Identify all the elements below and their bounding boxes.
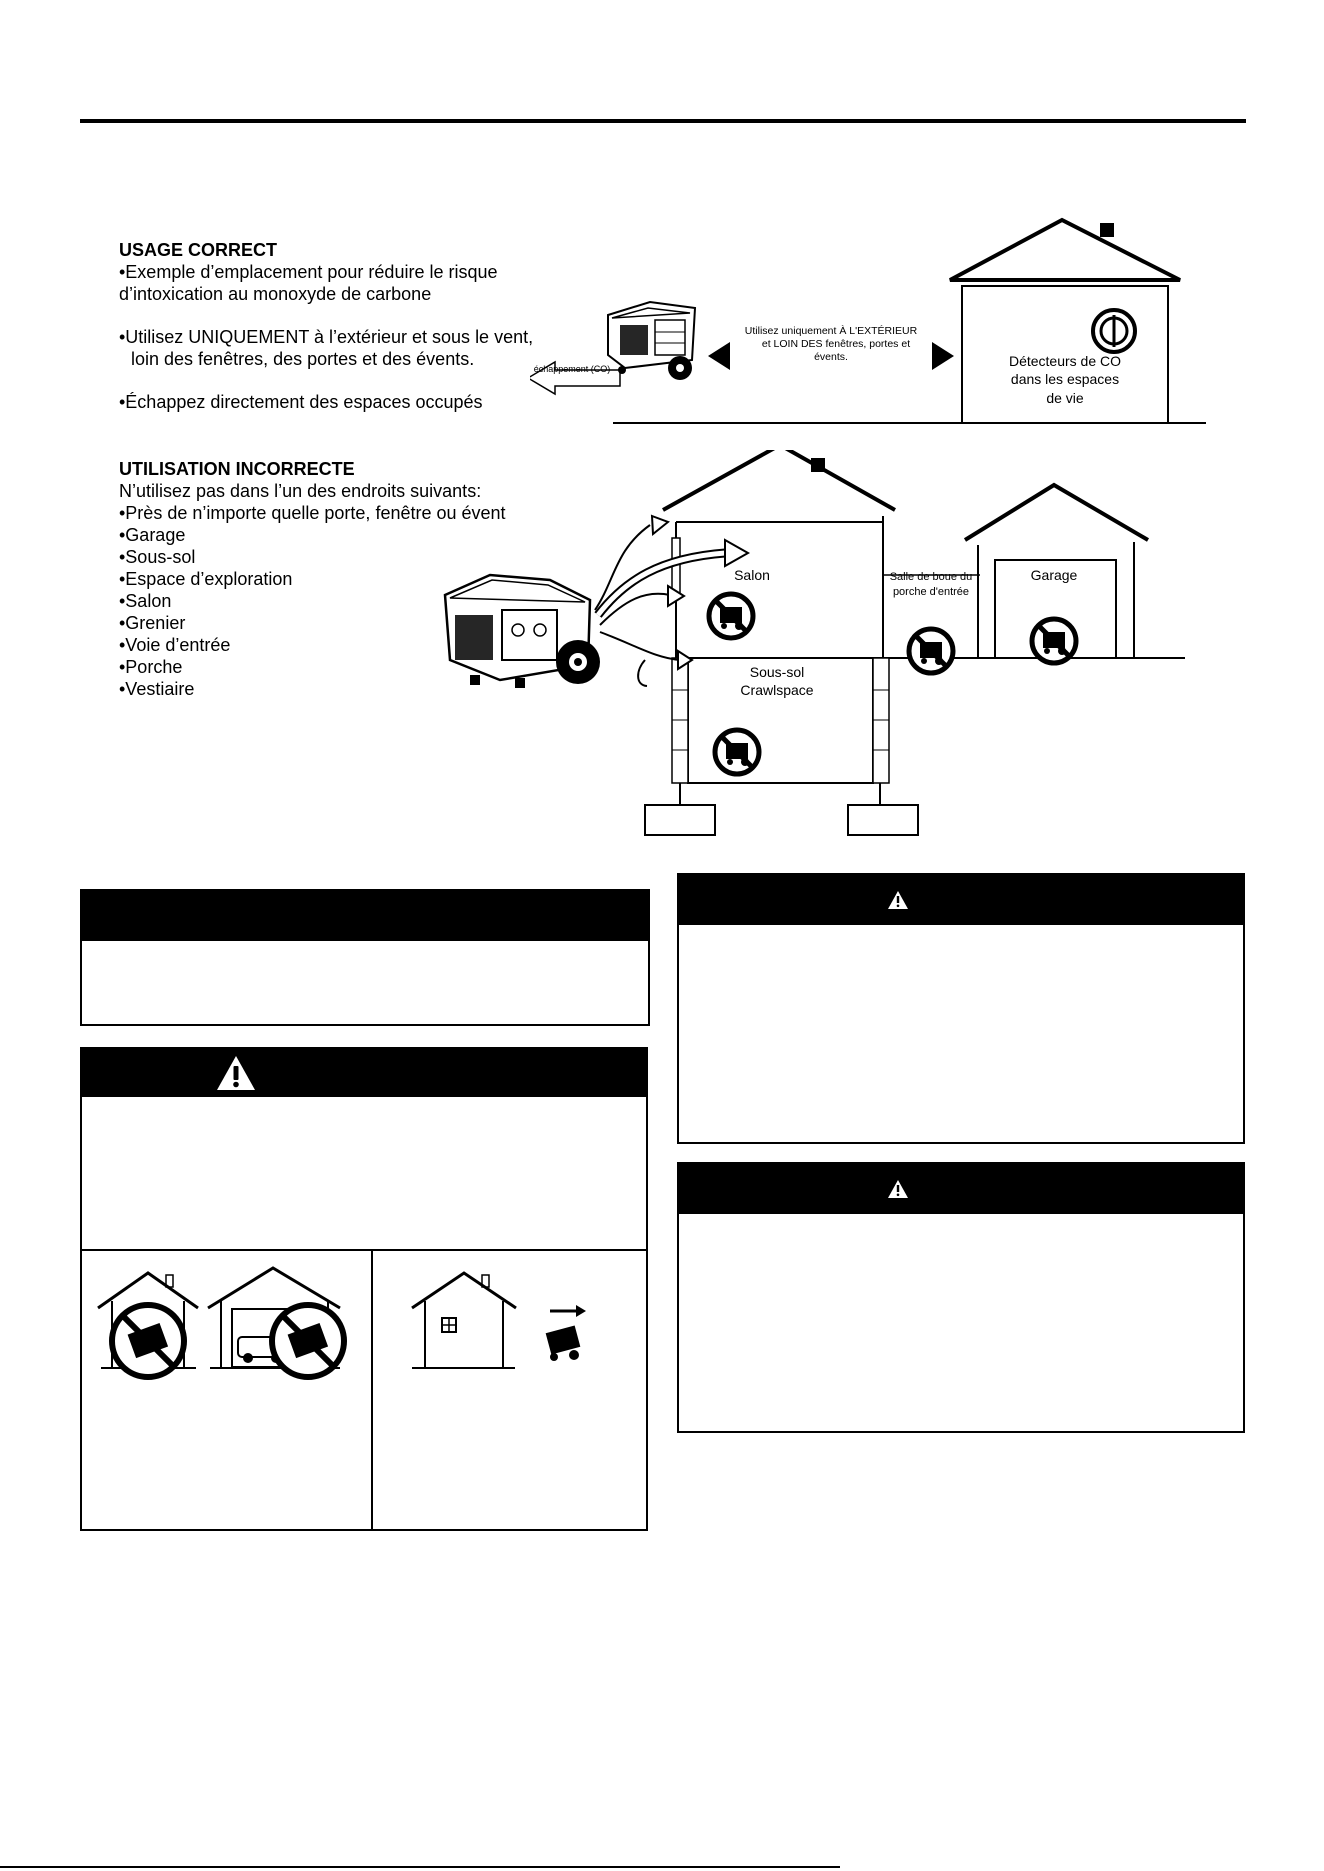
prohibited-generator-icon xyxy=(715,730,759,774)
basement-label-2: Crawlspace xyxy=(740,682,814,698)
detector-label-1: Détecteurs de CO xyxy=(1008,353,1122,369)
prohibited-generator-icon xyxy=(112,1305,184,1377)
arrow-right-icon xyxy=(550,1305,586,1317)
mudroom-label-2: porche d'entrée xyxy=(892,586,970,598)
incorrect-usage-title: UTILISATION INCORRECTE xyxy=(119,459,355,479)
prohibited-generator-icon xyxy=(1032,619,1076,663)
correct-usage-line-3: •Utilisez UNIQUEMENT à l’extérieur et sous le vent, xyxy=(119,327,534,347)
incorrect-usage-intro: N’utilisez pas dans l’un des endroits suivants: xyxy=(119,481,482,501)
prohibited-generator-icon xyxy=(709,594,753,638)
generator-icon xyxy=(546,1325,581,1361)
outside-label-2: et LOIN DES fenêtres, portes et xyxy=(761,338,911,350)
warning-box-right-top xyxy=(677,873,1245,1144)
basement-label-1: Sous-sol xyxy=(749,664,805,680)
top-rule xyxy=(80,119,1246,123)
correct-usage-diagram xyxy=(530,210,1230,430)
notice-box-header xyxy=(82,891,648,941)
warning-box-left xyxy=(80,1047,648,1531)
generator-illustration xyxy=(608,302,695,380)
prohibited-generator-icon xyxy=(909,629,953,673)
co-detector-icon xyxy=(1093,310,1135,352)
correct-usage-section xyxy=(119,239,533,413)
outside-label-3: évents. xyxy=(814,351,848,363)
incorrect-item: •Garage xyxy=(119,525,186,545)
incorrect-item: •Voie d’entrée xyxy=(119,635,231,655)
outside-label-1: Utilisez uniquement À L'EXTÉRIEUR xyxy=(744,325,918,337)
warning-triangle-icon xyxy=(887,1179,909,1199)
bottom-rule xyxy=(0,1866,840,1868)
no-indoor-pictogram xyxy=(96,1263,368,1383)
pictogram-divider-top xyxy=(82,1249,646,1251)
correct-usage-title: USAGE CORRECT xyxy=(119,240,278,260)
garage-label: Garage xyxy=(1030,567,1078,583)
correct-usage-line-5: •Échappez directement des espaces occupés xyxy=(119,392,483,412)
warning-box-right-bottom xyxy=(677,1162,1245,1433)
use-outdoors-pictogram xyxy=(382,1263,642,1383)
incorrect-item: •Grenier xyxy=(119,613,186,633)
warning-box-right-bottom-header xyxy=(679,1164,1243,1214)
warning-box-left-header xyxy=(82,1049,646,1097)
notice-box xyxy=(80,889,650,1026)
arrow-right-icon xyxy=(932,342,954,370)
incorrect-item: •Espace d’exploration xyxy=(119,569,293,589)
generator-illustration xyxy=(445,575,600,688)
arrow-left-icon xyxy=(708,342,730,370)
incorrect-item: •Sous-sol xyxy=(119,547,196,567)
incorrect-item: •Salon xyxy=(119,591,172,611)
incorrect-item: •Vestiaire xyxy=(119,679,195,699)
correct-usage-line-4: loin des fenêtres, des portes et des évents. xyxy=(131,349,475,369)
detector-label-3: de vie xyxy=(1046,390,1084,406)
prohibited-generator-icon xyxy=(272,1305,344,1377)
mudroom-label-1: Salle de boue du xyxy=(889,571,973,583)
pictogram-divider-mid xyxy=(371,1249,373,1529)
salon-label: Salon xyxy=(734,567,770,583)
correct-usage-line-2: d’intoxication au monoxyde de carbone xyxy=(119,284,432,304)
exhaust-label: échappement (CO) xyxy=(533,364,611,374)
incorrect-usage-diagram xyxy=(440,450,1240,845)
detector-label-2: dans les espaces xyxy=(1010,371,1120,387)
warning-triangle-icon xyxy=(216,1055,256,1091)
correct-usage-line-1: •Exemple d’emplacement pour réduire le risque xyxy=(119,262,498,282)
warning-triangle-icon xyxy=(887,890,909,910)
incorrect-item: •Porche xyxy=(119,657,183,677)
warning-box-right-top-header xyxy=(679,875,1243,925)
incorrect-item: •Près de n’importe quelle porte, fenêtre ou évent xyxy=(119,503,506,523)
